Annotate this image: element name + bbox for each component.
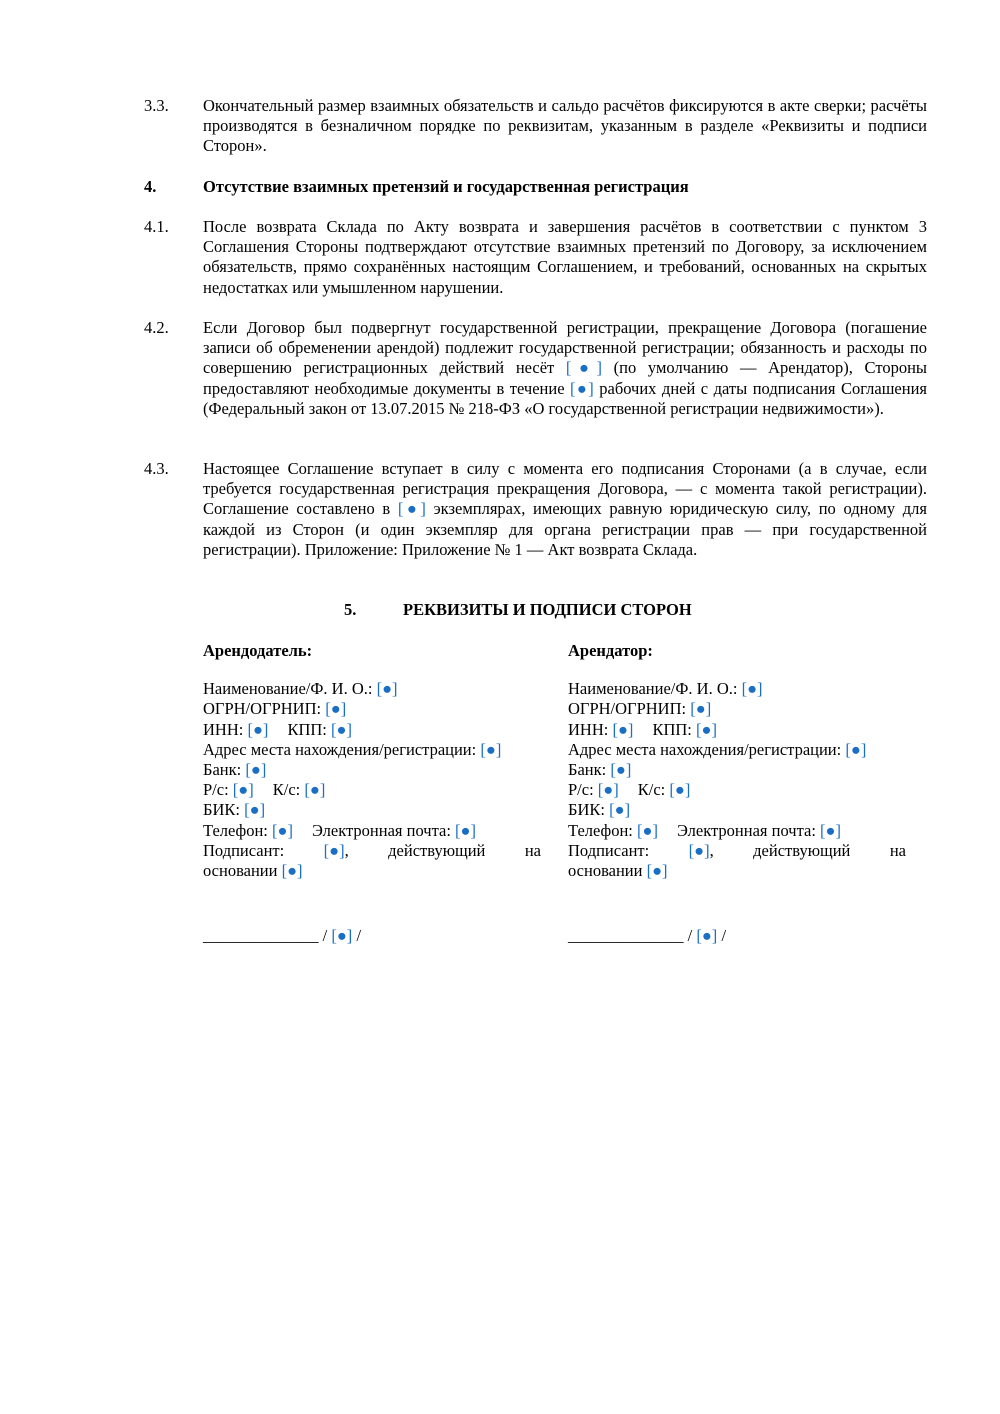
contacts-line [568,821,906,841]
clause-text [203,318,927,419]
placeholder[interactable]: [●] [690,699,712,719]
clause-text-part: Если Договор был подвергнут государственной регистрации, прекращение Договора (погашение записи об обременении арендой) подлежит государственной регистрации; обязанность и расходы по совершению регистрационных действий несёт [203,318,927,378]
placeholder[interactable]: [●] [397,499,426,519]
clause-number: 3.3. [144,96,169,115]
placeholder[interactable]: [●] [609,800,631,820]
field-label: БИК: [568,800,610,820]
field-label: Подписант: [568,840,650,860]
basis-line [568,861,906,881]
clause-text-part: рабочих дней с даты подписания Соглашения (Федеральный закон от 13.07.2015 № 218-ФЗ «О государственной регистрации недвижимости»). [203,378,927,418]
placeholder[interactable]: [●] [330,719,352,739]
field-label: действующий [753,840,851,860]
signature-blank: ______________ / [568,926,697,945]
field-label: Р/с: [203,780,233,800]
field-label: ОГРН/ОГРНИП: [568,699,691,719]
placeholder[interactable]: [●] [820,820,841,840]
field-label: основании [203,861,282,881]
placeholder[interactable]: [●] [281,861,303,881]
signatory-line [568,841,906,861]
field-label: на [524,840,541,860]
field-label: Телефон: [203,820,273,840]
lessor-details [203,641,541,881]
bik-line [203,800,541,820]
field-label: Банк: [203,760,246,780]
signatory-value: [●], [323,840,349,860]
section-5-heading [344,600,692,620]
placeholder[interactable]: [●] [565,358,602,378]
field-label: ИНН: [568,719,613,739]
field-label: Р/с: [568,780,598,800]
clause-text-part: экземплярах, имеющих равную юридическую силу, по одному для каждой из Сторон (и один экземпляр для органа регистрации прав — при государственной регистрации). Приложение: Приложение № 1 — Акт возврата Склада. [203,499,927,559]
ogrn-line [203,699,541,719]
placeholder[interactable]: [●] [323,840,345,860]
placeholder[interactable]: [●] [272,820,293,840]
field-label: Телефон: [568,820,638,840]
basis-line [203,861,541,881]
field-label: Адрес места нахождения/регистрации: [568,739,846,759]
section-number: 4. [144,177,157,196]
lessee-signature-line [568,926,726,946]
ogrn-line [568,699,906,719]
placeholder[interactable]: [●] [232,780,254,800]
field-label: основании [568,861,647,881]
section-title: Отсутствие взаимных претензий и государственная регистрация [203,177,689,196]
field-label: Наименование/Ф. И. О.: [203,679,377,699]
clause-4-3 [144,459,927,560]
bank-line [568,760,906,780]
field-label: действующий [388,840,486,860]
placeholder[interactable]: [●] [669,780,691,800]
field-label: Банк: [568,760,611,780]
field-label: Наименование/Ф. И. О.: [568,679,742,699]
clause-text: После возврата Склада по Акту возврата и завершения расчётов в соответствии с пунктом 3 Соглашения Стороны подтверждают отсутствие взаимных претензий по Договору, за исключением обязательств, прямо сохранённых настоящим Соглашением, и требований, основанных на скрытых недостатках или умышленном нарушении. [203,217,927,297]
placeholder[interactable]: [●] [325,699,347,719]
clause-text [203,459,927,560]
signature-blank: ______________ / [203,926,332,945]
name-line [568,679,906,699]
field-label: К/с: [637,780,670,800]
section-number: 5. [344,600,357,619]
field-label: КПП: [287,719,331,739]
placeholder[interactable]: [●] [845,739,867,759]
signatory-line [203,841,541,861]
address-line [203,740,541,760]
placeholder[interactable]: [●] [637,820,658,840]
field-label: КПП: [652,719,696,739]
placeholder[interactable]: [●] [696,926,718,945]
field-label: ИНН: [203,719,248,739]
clause-text-part: (по умолчанию — Арендатор), Стороны предоставляют необходимые документы в течение [203,358,927,398]
clause-number: 4.3. [144,459,169,478]
section-title: РЕКВИЗИТЫ И ПОДПИСИ СТОРОН [403,600,692,619]
clause-text-part: Настоящее Соглашение вступает в силу с момента его подписания Сторонами (а в случае, если требуется государственная регистрация прекращения Договора, — с момента такой регистрации). Соглашение составлено в [203,459,927,519]
bik-line [568,800,906,820]
placeholder[interactable]: [●] [570,378,594,398]
name-line [203,679,541,699]
signature-end: / [352,926,362,945]
placeholder[interactable]: [●] [247,719,269,739]
placeholder[interactable]: [●] [376,679,398,699]
party-title: Арендатор: [568,641,653,660]
field-label: БИК: [203,800,245,820]
placeholder[interactable]: [●] [695,719,717,739]
placeholder[interactable]: [●] [480,739,502,759]
field-label: ОГРН/ОГРНИП: [203,699,326,719]
inn-kpp-line [203,720,541,740]
clause-number: 4.1. [144,217,169,236]
signatory-value: [●], [688,840,714,860]
clause-number: 4.2. [144,318,169,337]
bank-line [203,760,541,780]
address-line [568,740,906,760]
lessor-signature-line [203,926,361,946]
accounts-line [203,780,541,800]
contacts-line [203,821,541,841]
placeholder[interactable]: [●] [331,926,353,945]
placeholder[interactable]: [●] [597,780,619,800]
clause-text: Окончательный размер взаимных обязательств и сальдо расчётов фиксируются в акте сверки; расчёты производятся в безналичном порядке по реквизитам, указанным в разделе «Реквизиты и подписи Сторон». [203,96,927,156]
placeholder[interactable]: [●] [455,820,476,840]
placeholder[interactable]: [●] [688,840,710,860]
clause-4-2 [144,318,927,419]
party-title: Арендодатель: [203,641,313,660]
field-label: К/с: [272,780,305,800]
inn-kpp-line [568,720,906,740]
field-label: на [889,840,906,860]
placeholder[interactable]: [●] [610,760,632,780]
accounts-line [568,780,906,800]
field-label: Электронная почта: [676,820,821,840]
clause-4-1 [144,217,927,298]
field-label: Электронная почта: [311,820,456,840]
signature-end: / [717,926,727,945]
placeholder[interactable]: [●] [304,780,326,800]
field-label: Адрес места нахождения/регистрации: [203,739,481,759]
field-label: Подписант: [203,840,285,860]
section-4-heading [144,177,927,197]
lessee-details [568,641,906,881]
placeholder[interactable]: [●] [245,760,267,780]
placeholder[interactable]: [●] [741,679,763,699]
clause-3-3 [144,96,927,157]
placeholder[interactable]: [●] [646,861,668,881]
placeholder[interactable]: [●] [244,800,266,820]
placeholder[interactable]: [●] [612,719,634,739]
